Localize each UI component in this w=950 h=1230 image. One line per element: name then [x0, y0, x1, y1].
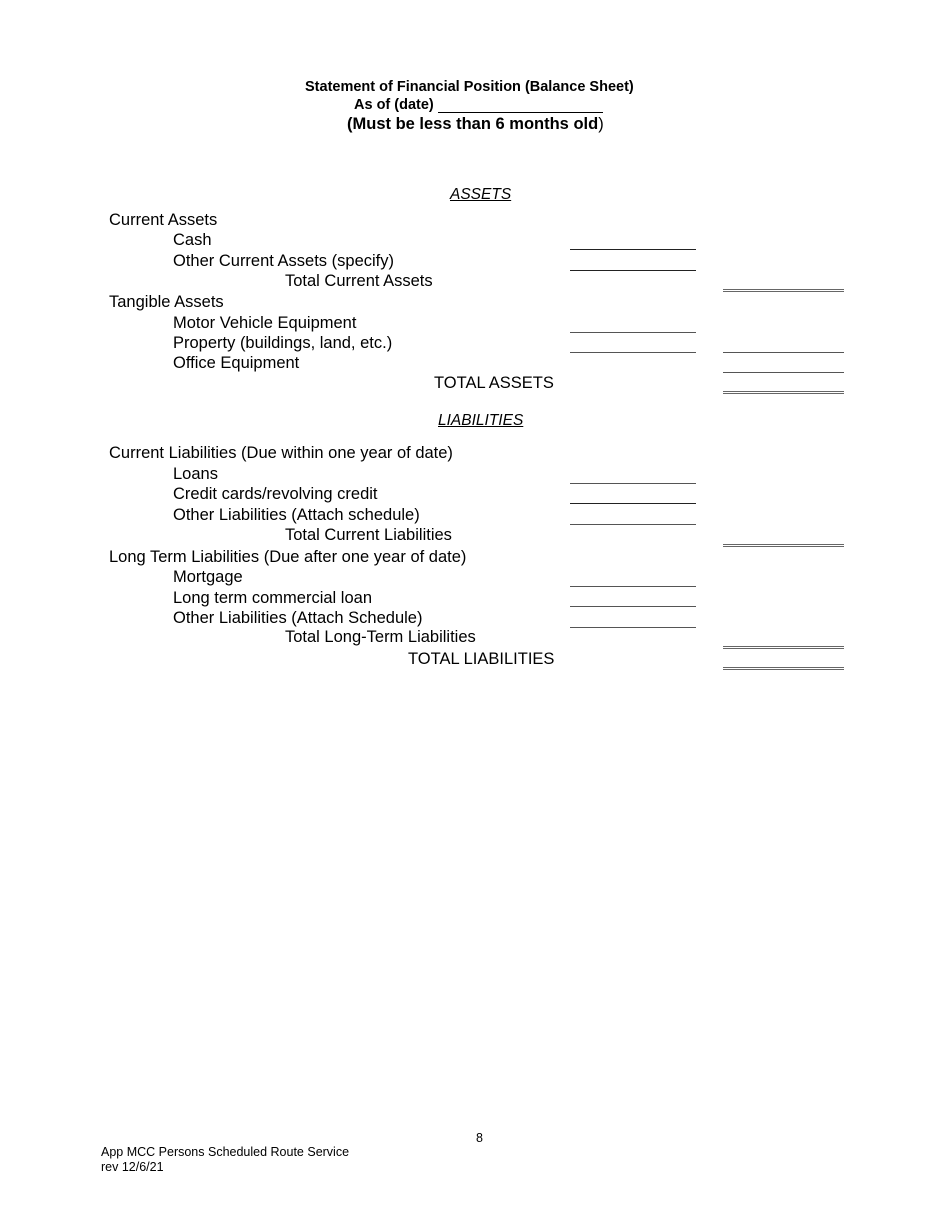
other-current-assets-label: Other Current Assets (specify) [173, 252, 394, 270]
date-blank[interactable] [438, 98, 603, 113]
current-liabilities-label: Current Liabilities (Due within one year of date) [109, 444, 453, 462]
liabilities-heading: LIABILITIES [438, 412, 524, 429]
loans-label: Loans [173, 465, 218, 483]
current-assets-label: Current Assets [109, 211, 218, 229]
credit-cards-blank[interactable] [570, 503, 696, 504]
age-note-close: ) [598, 115, 604, 133]
total-current-assets-label: Total Current Assets [285, 272, 433, 290]
other-current-liabilities-blank[interactable] [570, 524, 696, 525]
revision-date: rev 12/6/21 [101, 1160, 164, 1174]
page-number: 8 [476, 1131, 483, 1145]
age-note [347, 115, 604, 134]
property-blank[interactable] [570, 352, 696, 353]
age-note-bold: (Must be less than 6 months old [347, 115, 599, 133]
mortgage-blank[interactable] [570, 586, 696, 587]
total-current-liabilities-label: Total Current Liabilities [285, 526, 452, 544]
loans-blank[interactable] [570, 483, 696, 484]
total-assets-blank[interactable] [723, 391, 844, 394]
other-current-assets-blank[interactable] [570, 270, 696, 271]
other-long-term-liabilities-blank[interactable] [570, 627, 696, 628]
total-current-liabilities-blank[interactable] [723, 544, 844, 547]
credit-cards-label: Credit cards/revolving credit [173, 485, 378, 503]
total-long-term-liabilities-blank[interactable] [723, 646, 844, 649]
tangible-subtotal-blank[interactable] [723, 352, 844, 353]
property-label: Property (buildings, land, etc.) [173, 334, 393, 352]
total-current-assets-blank[interactable] [723, 289, 844, 292]
total-liabilities-label: TOTAL LIABILITIES [408, 650, 555, 668]
other-long-term-liabilities-label: Other Liabilities (Attach Schedule) [173, 609, 423, 627]
assets-heading: ASSETS [450, 186, 512, 203]
total-assets-label: TOTAL ASSETS [434, 374, 554, 392]
tangible-assets-label: Tangible Assets [109, 293, 224, 311]
other-current-liabilities-label: Other Liabilities (Attach schedule) [173, 506, 420, 524]
office-equipment-label: Office Equipment [173, 354, 300, 372]
mortgage-label: Mortgage [173, 568, 243, 586]
commercial-loan-blank[interactable] [570, 606, 696, 607]
motor-vehicle-label: Motor Vehicle Equipment [173, 314, 357, 332]
total-long-term-liabilities-label: Total Long-Term Liabilities [285, 628, 476, 646]
page-title: Statement of Financial Position (Balance Sheet) [305, 79, 634, 95]
commercial-loan-label: Long term commercial loan [173, 589, 372, 607]
as-of-date [354, 97, 603, 113]
long-term-liabilities-label: Long Term Liabilities (Due after one year of date) [109, 548, 467, 566]
office-equipment-blank[interactable] [723, 372, 844, 373]
as-of-label: As of (date) [354, 97, 434, 113]
form-name: App MCC Persons Scheduled Route Service [101, 1145, 350, 1159]
cash-blank[interactable] [570, 249, 696, 250]
cash-label: Cash [173, 231, 212, 249]
motor-vehicle-blank[interactable] [570, 332, 696, 333]
total-liabilities-blank[interactable] [723, 667, 844, 670]
